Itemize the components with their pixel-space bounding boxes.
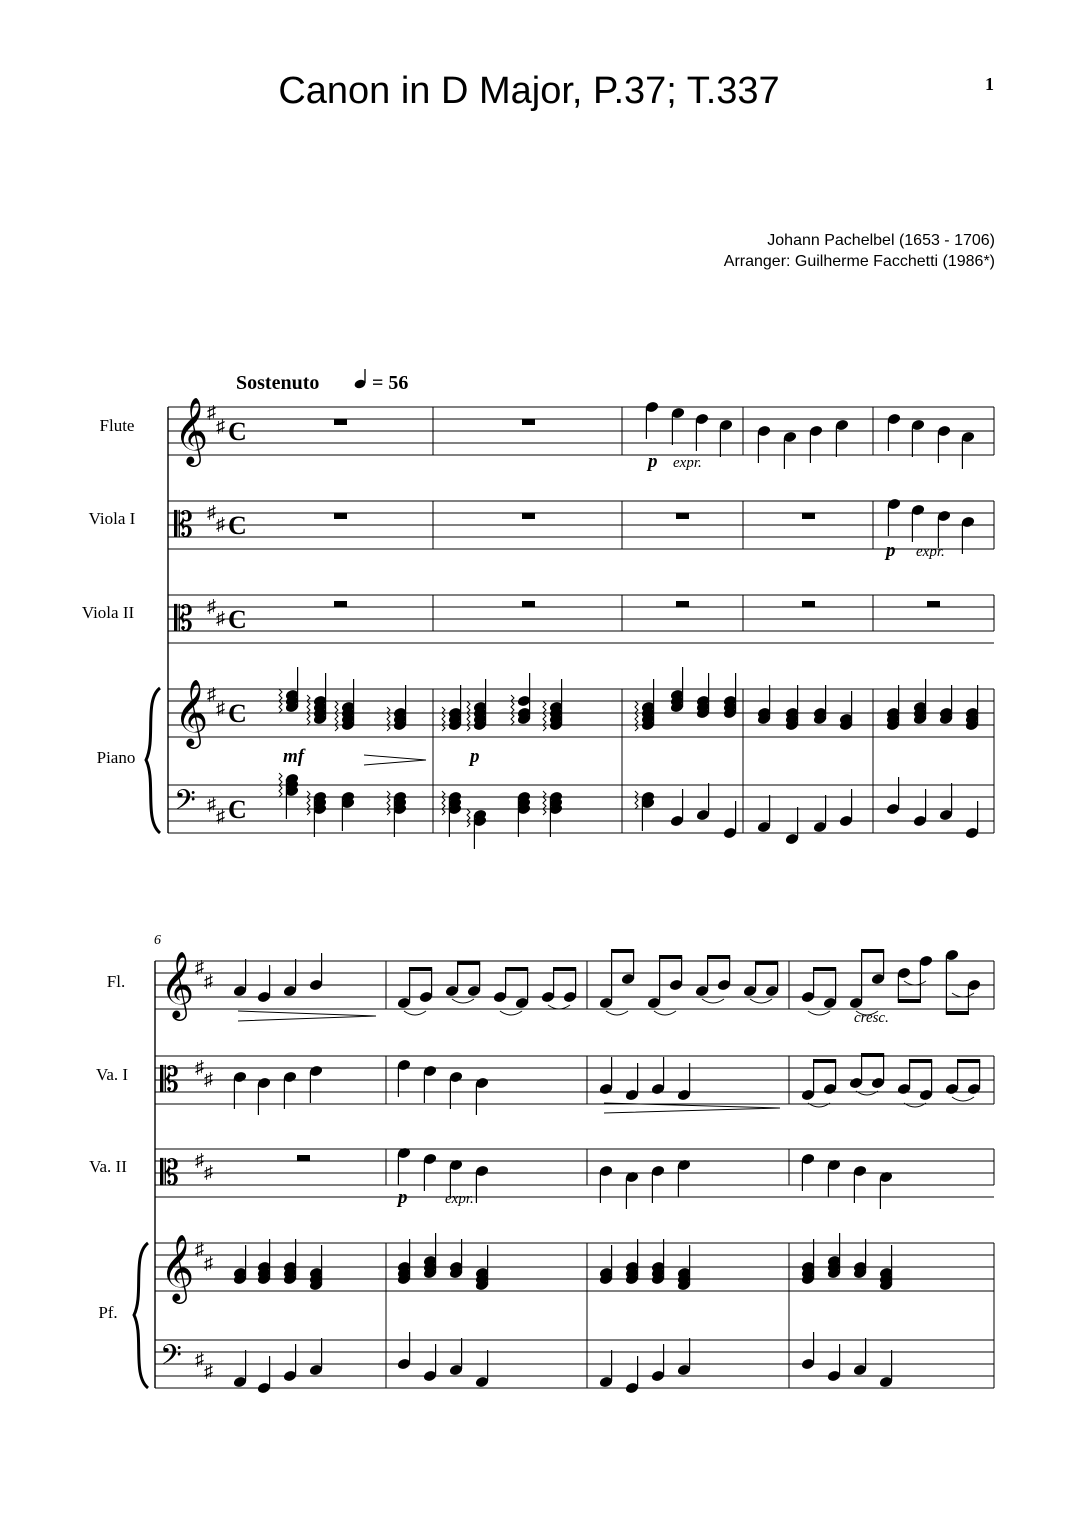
arpeggio-icon	[543, 791, 546, 815]
tempo-note-icon	[353, 369, 366, 390]
expression-text: expr.	[673, 455, 702, 471]
note	[835, 419, 850, 457]
svg-text:♯: ♯	[216, 514, 225, 534]
svg-text:♯: ♯	[204, 1253, 213, 1273]
slur	[452, 999, 474, 1003]
alto-clef-icon: 𝄡	[174, 601, 193, 638]
instrument-name-viola2: Viola II	[81, 603, 135, 622]
svg-text:♯: ♯	[204, 1361, 213, 1381]
note	[677, 1159, 692, 1197]
system-2	[89, 933, 994, 1394]
svg-text:♯: ♯	[204, 1162, 213, 1182]
chord	[511, 673, 531, 725]
expression-text: expr.	[916, 544, 945, 560]
svg-text:♯: ♯	[207, 596, 216, 616]
chord	[886, 685, 901, 731]
chord	[467, 809, 487, 849]
note	[257, 1077, 272, 1115]
piano-brace	[146, 688, 160, 833]
chord	[517, 791, 532, 837]
svg-text:C: C	[228, 605, 247, 634]
note	[233, 959, 248, 997]
note	[839, 789, 854, 827]
note	[257, 965, 272, 1003]
svg-text:♯: ♯	[207, 794, 216, 814]
eighth-pair	[493, 969, 530, 1015]
note	[939, 783, 954, 821]
chord	[853, 1239, 868, 1279]
note	[423, 1344, 438, 1382]
chord	[879, 1245, 894, 1291]
note	[397, 1147, 412, 1185]
note	[677, 1338, 692, 1376]
eighth-pair	[541, 969, 578, 1009]
eighth-pair	[849, 1055, 886, 1095]
note	[671, 407, 686, 445]
arpeggio-icon	[335, 701, 338, 731]
eighth-pair	[897, 955, 934, 1001]
bass-clef-icon: 𝄢	[160, 1341, 182, 1378]
note	[961, 516, 976, 554]
note	[719, 419, 734, 457]
note	[783, 431, 798, 469]
piano-brace	[134, 1243, 148, 1388]
note	[911, 504, 926, 542]
dynamic-p: p	[886, 540, 896, 561]
eighth-pair	[945, 1061, 982, 1101]
svg-text:♯: ♯	[216, 698, 225, 718]
composer-credit: Johann Pachelbel (1653 - 1706)	[767, 232, 995, 249]
svg-text:♯: ♯	[204, 971, 213, 991]
svg-text:♯: ♯	[195, 957, 204, 977]
note	[887, 413, 902, 451]
note	[599, 1350, 614, 1388]
dynamic-p: p	[648, 451, 658, 472]
time-signature	[228, 417, 247, 824]
note	[809, 425, 824, 463]
arpeggio-icon	[387, 707, 390, 731]
note	[283, 1344, 298, 1382]
note	[625, 1171, 640, 1209]
slur	[404, 1011, 426, 1015]
note	[233, 1350, 248, 1388]
note	[233, 1071, 248, 1109]
bass-clef-icon: 𝄢	[174, 786, 196, 823]
chord	[341, 791, 356, 831]
note	[695, 413, 710, 451]
arpeggio-icon	[467, 701, 470, 731]
decrescendo-hairpin	[364, 755, 426, 765]
chord	[233, 1245, 248, 1285]
measure-number: 6	[154, 933, 161, 948]
note	[696, 783, 711, 821]
dynamic-p: p	[470, 746, 480, 767]
chord	[651, 1239, 666, 1285]
chord	[387, 791, 407, 837]
note	[785, 807, 800, 845]
instrument-name-flute: Fl.	[106, 972, 126, 991]
slur	[904, 981, 926, 985]
arpeggio-icon	[467, 809, 470, 827]
note	[257, 1356, 272, 1394]
slur	[548, 1005, 570, 1009]
chord	[397, 1239, 412, 1285]
slur	[808, 1011, 830, 1015]
chord	[785, 685, 800, 731]
chord	[387, 685, 407, 731]
svg-text:♯: ♯	[216, 416, 225, 436]
note	[599, 1057, 614, 1095]
decrescendo-hairpin	[238, 1011, 780, 1113]
note	[853, 1338, 868, 1376]
arpeggio-icon	[511, 695, 514, 725]
svg-text:♯: ♯	[195, 1057, 204, 1077]
chord	[475, 1245, 490, 1291]
note	[813, 795, 828, 833]
svg-text:C: C	[228, 417, 247, 446]
note	[886, 777, 901, 815]
alto-clef-icon: 𝄡	[160, 1155, 179, 1192]
note	[309, 1338, 324, 1376]
chord	[965, 685, 980, 731]
note	[911, 419, 926, 457]
treble-clef-icon: 𝄞	[160, 1235, 195, 1300]
note	[449, 1338, 464, 1376]
chord	[279, 773, 299, 819]
note	[937, 425, 952, 463]
svg-text:♯: ♯	[195, 1349, 204, 1369]
note	[879, 1171, 894, 1209]
note	[827, 1344, 842, 1382]
treble-clef-icon: 𝄞	[174, 680, 209, 745]
chord	[442, 685, 462, 731]
note	[423, 1065, 438, 1103]
note	[677, 1063, 692, 1101]
page-number: 1	[985, 74, 994, 94]
staff-lines	[168, 407, 994, 833]
instrument-name-flute: Flute	[99, 416, 135, 435]
arpeggio-icon	[635, 701, 638, 731]
svg-text:C: C	[228, 699, 247, 728]
note	[937, 510, 952, 548]
notes	[279, 401, 979, 849]
instrument-name-piano: Pf.	[98, 1303, 118, 1322]
key-signature	[195, 957, 213, 1381]
treble-clef-icon: 𝄞	[160, 952, 195, 1017]
note	[827, 1159, 842, 1197]
chord	[283, 1239, 298, 1285]
barlines	[433, 407, 994, 833]
chord	[801, 1239, 816, 1285]
svg-text:♯: ♯	[207, 502, 216, 522]
chord	[423, 1233, 438, 1279]
chord	[307, 791, 327, 837]
arpeggio-icon	[442, 707, 445, 731]
slur	[750, 999, 772, 1003]
chord	[449, 1239, 464, 1279]
eighth-pair	[397, 969, 434, 1015]
note	[757, 425, 772, 463]
note	[801, 1332, 816, 1370]
eighth-pair	[647, 957, 684, 1015]
svg-text:♯: ♯	[216, 608, 225, 628]
svg-text:♯: ♯	[207, 684, 216, 704]
note	[625, 1063, 640, 1101]
instrument-name-viola2: Va. II	[89, 1157, 127, 1176]
note	[961, 431, 976, 469]
note	[670, 789, 685, 827]
note	[651, 1344, 666, 1382]
chord	[723, 673, 738, 719]
note	[309, 1065, 324, 1103]
note	[879, 1350, 894, 1388]
whole-rest	[297, 1155, 310, 1161]
chord	[467, 679, 487, 731]
note	[475, 1077, 490, 1115]
note	[397, 1059, 412, 1097]
chord	[827, 1233, 842, 1279]
note	[757, 795, 772, 833]
alto-clef-icon: 𝄡	[174, 507, 193, 544]
eighth-pair	[695, 957, 732, 1003]
slur	[702, 999, 724, 1003]
arpeggio-icon	[442, 791, 445, 815]
svg-text:C: C	[228, 511, 247, 540]
key-signature	[207, 402, 225, 826]
chord	[442, 791, 462, 837]
arpeggio-icon	[635, 791, 638, 809]
eighth-pair	[945, 949, 982, 1013]
chord	[839, 691, 854, 731]
arranger-credit: Arranger: Guilherme Facchetti (1986*)	[723, 253, 995, 270]
note	[887, 498, 902, 536]
instrument-name-piano: Piano	[96, 748, 136, 767]
note	[397, 1332, 412, 1370]
system-1	[82, 369, 994, 849]
chord	[257, 1239, 272, 1285]
chord	[696, 673, 711, 719]
chord	[307, 673, 327, 725]
note	[283, 959, 298, 997]
dynamic-p: p	[398, 1187, 408, 1208]
slur	[654, 1011, 676, 1015]
slur	[500, 1011, 522, 1015]
chord	[677, 1245, 692, 1291]
chord	[670, 667, 685, 713]
note	[965, 801, 980, 839]
note	[651, 1057, 666, 1095]
chord	[599, 1245, 614, 1285]
slur	[952, 993, 974, 997]
chord	[335, 679, 355, 731]
eighth-pair	[801, 969, 838, 1015]
treble-clef-icon: 𝄞	[174, 398, 209, 463]
svg-text:♯: ♯	[207, 402, 216, 422]
slur	[952, 1097, 974, 1101]
crescendo-text: cresc.	[854, 1010, 889, 1026]
note	[449, 1071, 464, 1109]
note	[625, 1356, 640, 1394]
tempo-text: Sostenuto	[236, 372, 320, 394]
chord	[625, 1239, 640, 1285]
note	[309, 953, 324, 991]
chord	[543, 679, 563, 731]
chord	[543, 791, 563, 837]
expression-text: expr.	[445, 1191, 474, 1207]
alto-clef-icon: 𝄡	[160, 1062, 179, 1099]
dynamic-mf: mf	[283, 746, 305, 767]
tempo-mark: = 56	[372, 372, 409, 394]
svg-text:♯: ♯	[216, 806, 225, 826]
arpeggio-icon	[307, 791, 310, 815]
note	[645, 401, 660, 439]
chord	[757, 685, 772, 725]
note	[913, 789, 928, 827]
instrument-name-viola1: Va. I	[95, 1065, 129, 1084]
svg-text:♯: ♯	[195, 1239, 204, 1259]
arpeggio-icon	[307, 695, 310, 725]
chord	[279, 667, 299, 713]
arpeggio-icon	[387, 791, 390, 815]
note	[723, 801, 738, 839]
chord	[939, 685, 954, 725]
note	[475, 1350, 490, 1388]
chord	[813, 685, 828, 725]
arpeggio-icon	[543, 701, 546, 731]
score-title: Canon in D Major, P.37; T.337	[278, 70, 780, 112]
chord	[635, 679, 655, 731]
svg-text:♯: ♯	[195, 1150, 204, 1170]
svg-text:C: C	[228, 795, 247, 824]
chord	[309, 1245, 324, 1291]
note	[283, 1071, 298, 1109]
svg-text:♯: ♯	[204, 1069, 213, 1089]
slur	[606, 1011, 628, 1015]
instrument-name-viola1: Viola I	[88, 509, 136, 528]
chord	[913, 679, 928, 725]
